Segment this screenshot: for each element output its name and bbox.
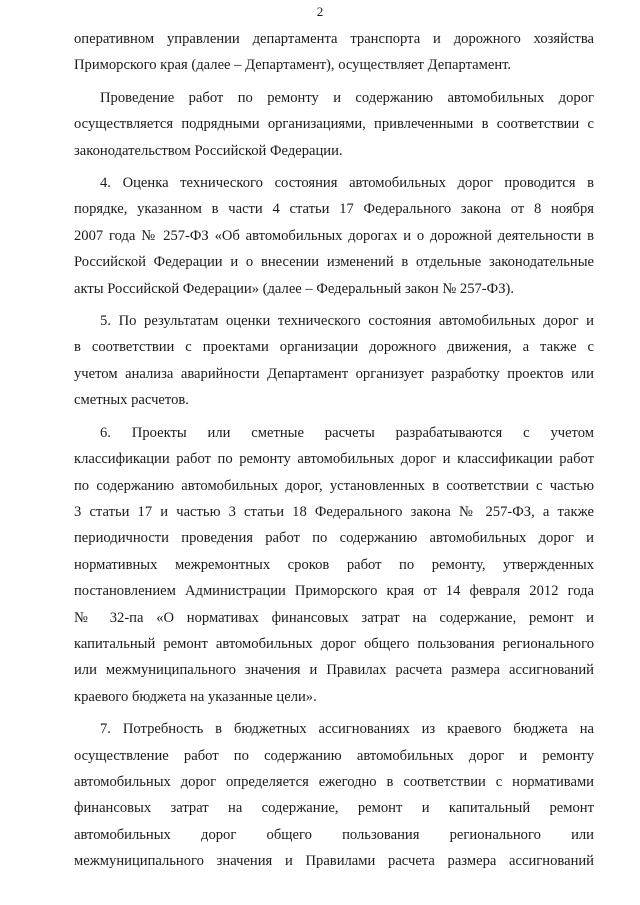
paragraph-p4 [74,308,594,414]
paragraph-p2 [74,85,594,164]
paragraph-p6 [74,716,594,874]
text-line: краевого бюджета на указанные цели». [74,688,317,705]
paragraph-p5 [74,420,594,710]
text-line: Приморского края (далее – Департамент), осуществляет Департамент. [74,57,512,74]
text-line: периодичности проведения работ по содержанию автомобильных дорог и [74,530,594,547]
text-line: учетом анализа аварийности Департамент организует разработку проектов или [74,365,594,382]
text-line: классификации работ по ремонту автомобильных дорог и классификации работ [74,451,594,468]
text-line: порядке, указанном в части 4 статьи 17 Федерального закона от 8 ноября [74,201,594,218]
text-line: 5. По результатам оценки технического состояния автомобильных дорог и [100,313,594,330]
text-line: 6. Проекты или сметные расчеты разрабатываются с учетом [100,424,594,441]
text-line: Российской Федерации и о внесении изменений в отдельные законодательные [74,254,594,271]
text-line: Проведение работ по ремонту и содержанию автомобильных дорог [100,89,594,106]
paragraph-p1 [74,26,594,79]
text-line: 4. Оценка технического состояния автомобильных дорог проводится в [100,175,594,192]
text-line: № 32-па «О нормативах финансовых затрат на содержание, ремонт и [74,609,594,626]
text-line: оперативном управлении департамента транспорта и дорожного хозяйства [74,31,594,47]
text-line: нормативных межремонтных сроков работ по ремонту, утвержденных [74,556,594,573]
text-line: осуществление работ по содержанию автомобильных дорог и ремонту [74,747,594,764]
text-line: сметных расчетов. [74,392,189,409]
text-line: межмуниципального значения и Правилами расчета размера ассигнований [74,853,594,870]
text-line: 7. Потребность в бюджетных ассигнованиях из краевого бюджета на [100,721,594,738]
document-body [74,26,594,875]
text-line: в соответствии с проектами организации дорожного движения, а также с [74,339,594,356]
text-line: 2007 года № 257-ФЗ «Об автомобильных дорогах и о дорожной деятельности в [74,227,594,244]
page-number: 2 [316,4,324,19]
text-line: 3 статьи 17 и частью 3 статьи 18 Федерального закона № 257-ФЗ, а также [74,503,594,520]
paragraph-p3 [74,170,594,302]
text-line: финансовых затрат на содержание, ремонт и капитальный ремонт [74,800,594,817]
text-line: законодательством Российской Федерации. [74,142,343,159]
text-line: капитальный ремонт автомобильных дорог общего пользования регионального [74,635,594,652]
text-line: акты Российской Федерации» (далее – Федеральный закон № 257-ФЗ). [74,280,515,297]
text-line: автомобильных дорог общего пользования регионального или [74,826,594,843]
text-line: или межмуниципального значения и Правилах расчета размера ассигнований [74,662,594,679]
text-line: осуществляется подрядными организациями, привлеченными в соответствии с [74,116,594,133]
text-line: по содержанию автомобильных дорог, установленных в соответствии с частью [74,477,594,494]
text-line: постановлением Администрации Приморского края от 14 февраля 2012 года [74,583,594,600]
text-line: автомобильных дорог определяется ежегодно в соответствии с нормативами [74,773,594,790]
